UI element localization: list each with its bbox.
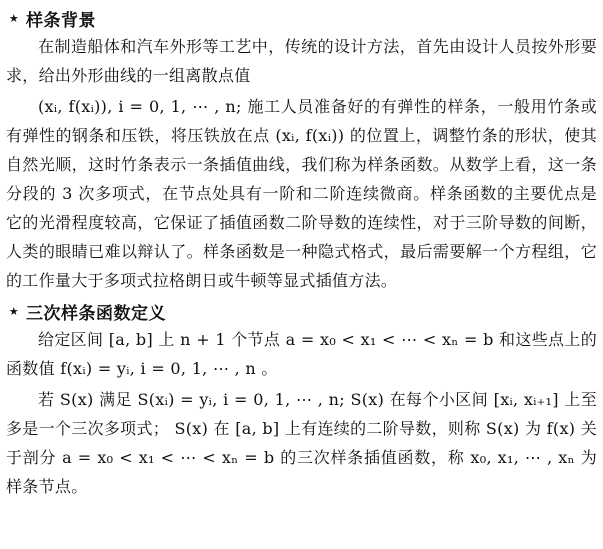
star-bullet-icon: ★ [8,11,20,25]
paragraph-intro: 在制造船体和汽车外形等工艺中，传统的设计方法，首先由设计人员按外形要求，给出外形曲线的一组离散点值 [6,37,597,85]
section-title: 样条背景 [26,10,96,31]
paragraph-definition: 若 S(x) 满足 S(xᵢ) = yᵢ, i = 0, 1, ⋯ , n; S(x) 在每个小区间 [xᵢ, xᵢ₊₁] 上至多是一个三次多项式； S(x) 在 [a, b] 上有连续的二阶导数，则称 S(x) 为 f(x) 关于剖分 a = x₀ < x₁ < ⋯ < xₙ = b 的三次样条插值函数，称 x₀, x₁, ⋯ , xₙ 为样条节点。 [6,390,597,496]
paragraph-spline-description: (xᵢ, f(xᵢ)), i = 0, 1, ⋯ , n; 施工人员准备好的有弹性的样条，一般用竹条或有弹性的钢条和压铁，将压铁放在点 (xᵢ, f(xᵢ)) 的位置上，调整竹条的形状，使其自然光顺，这时竹条表示一条插值曲线，我们称为样条函数。从数学上看，这一条分段的 3 次多项式，在节点处具有一阶和二阶连续微商。样条函数的主要优点是它的光滑程度较高，它保证了插值函数二阶导数的连续性，对于三阶导数的间断，人类的眼睛已难以辩认了。样条函数是一种隐式格式，最后需要解一个方程组，它的工作量大于多项式拉格朗日或牛顿等显式插值方法。 [6,97,597,290]
section-heading [6,4,597,32]
star-bullet-icon: ★ [8,304,20,318]
section-title: 三次样条函数定义 [26,303,166,324]
section-spline-background [6,4,597,295]
paragraph-nodes-given: 给定区间 [a, b] 上 n + 1 个节点 a = x₀ < x₁ < ⋯ < xₙ = b 和这些点上的函数值 f(xᵢ) = yᵢ, i = 0, 1, ⋯ , n 。 [6,330,597,378]
section-cubic-spline-definition [6,297,597,501]
section-heading [6,297,597,325]
